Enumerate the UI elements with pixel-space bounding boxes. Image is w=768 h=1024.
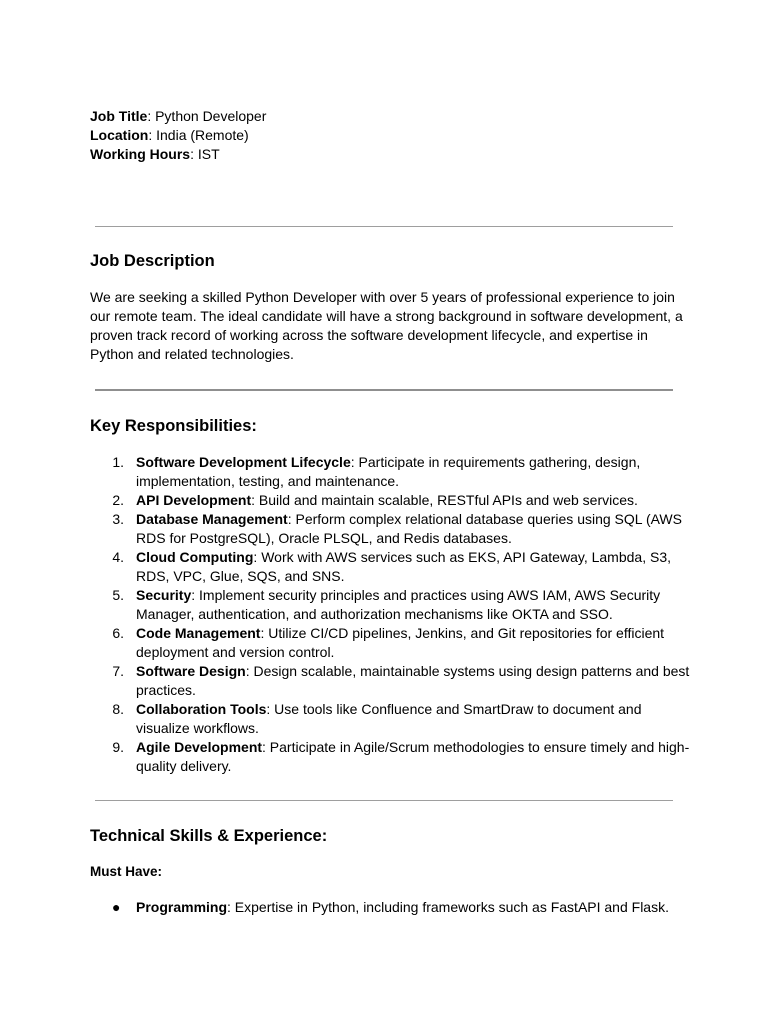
- list-item-text: : Use tools like Confluence and SmartDraw to document and visualize workflows.: [136, 701, 642, 736]
- list-item: [90, 898, 710, 917]
- list-item-text: : Implement security principles and practices using AWS IAM, AWS Security Manager, authentication, and authorization mechanisms like OKTA and SSO.: [136, 587, 661, 622]
- must-have-skills-list: [90, 898, 710, 917]
- list-item-title: Code Management: [136, 625, 261, 641]
- key-responsibilities-heading: Key Responsibilities:: [90, 417, 257, 435]
- job-title-value: : Python Developer: [147, 108, 267, 124]
- list-item: [90, 453, 690, 491]
- list-item-title: API Development: [136, 492, 252, 508]
- job-description-text: We are seeking a skilled Python Developer with over 5 years of professional experience to join our remote team. The ideal candidate will have a strong background in software development, a proven track record of working across the software development lifecycle, and expertise in Python and related technologies.: [90, 289, 683, 362]
- list-item-number: 1.: [112, 454, 124, 470]
- list-item-number: 2.: [112, 492, 124, 508]
- list-item: [90, 586, 690, 624]
- list-item: [90, 624, 690, 662]
- job-title-label: Job Title: [90, 108, 148, 124]
- divider: [95, 226, 673, 227]
- list-item-title: Agile Development: [136, 739, 263, 755]
- list-item-number: 6.: [112, 625, 124, 641]
- list-item: [90, 548, 690, 586]
- list-item-number: 8.: [112, 701, 124, 717]
- list-item-text: : Build and maintain scalable, RESTful APIs and web services.: [251, 492, 638, 508]
- list-item: [90, 510, 690, 548]
- list-item-text: : Utilize CI/CD pipelines, Jenkins, and Git repositories for efficient deployment and version control.: [136, 625, 665, 660]
- list-item-title: Software Development Lifecycle: [136, 454, 351, 470]
- list-item-text: : Design scalable, maintainable systems using design patterns and best practices.: [136, 663, 690, 698]
- list-item-number: 7.: [112, 663, 124, 679]
- job-description-heading: Job Description: [90, 252, 215, 270]
- list-item-title: Software Design: [136, 663, 246, 679]
- list-item-text: : Expertise in Python, including frameworks such as FastAPI and Flask.: [227, 899, 669, 915]
- list-item-number: 3.: [112, 511, 124, 527]
- bullet-icon: ●: [112, 899, 121, 915]
- working-hours-label: Working Hours: [90, 146, 191, 162]
- list-item: [90, 491, 690, 510]
- list-item-title: Security: [136, 587, 192, 603]
- list-item-title: Cloud Computing: [136, 549, 254, 565]
- list-item-number: 4.: [112, 549, 124, 565]
- list-item-number: 5.: [112, 587, 124, 603]
- job-meta: [90, 107, 266, 164]
- job-title-line: [90, 107, 266, 126]
- location-value: : India (Remote): [148, 127, 249, 143]
- list-item-title: Programming: [136, 899, 228, 915]
- list-item: [90, 738, 690, 776]
- divider: [95, 800, 673, 801]
- working-hours-value: : IST: [190, 146, 220, 162]
- working-hours-line: [90, 145, 266, 164]
- divider: [95, 389, 673, 391]
- location-label: Location: [90, 127, 149, 143]
- list-item: [90, 662, 690, 700]
- list-item-text: : Participate in requirements gathering, design, implementation, testing, and maintenance.: [136, 454, 641, 489]
- location-line: [90, 126, 266, 145]
- list-item-title: Database Management: [136, 511, 288, 527]
- list-item-text: : Perform complex relational database queries using SQL (AWS RDS for PostgreSQL), Oracle PLSQL, and Redis databases.: [136, 511, 682, 546]
- technical-skills-heading: Technical Skills & Experience:: [90, 827, 328, 845]
- list-item: [90, 700, 690, 738]
- list-item-text: : Work with AWS services such as EKS, API Gateway, Lambda, S3, RDS, VPC, Glue, SQS, and SNS.: [136, 549, 671, 584]
- list-item-number: 9.: [112, 739, 124, 755]
- list-item-title: Collaboration Tools: [136, 701, 267, 717]
- must-have-label: Must Have:: [90, 864, 163, 879]
- list-item-text: : Participate in Agile/Scrum methodologies to ensure timely and high-quality delivery.: [136, 739, 690, 774]
- responsibilities-list: [90, 453, 690, 776]
